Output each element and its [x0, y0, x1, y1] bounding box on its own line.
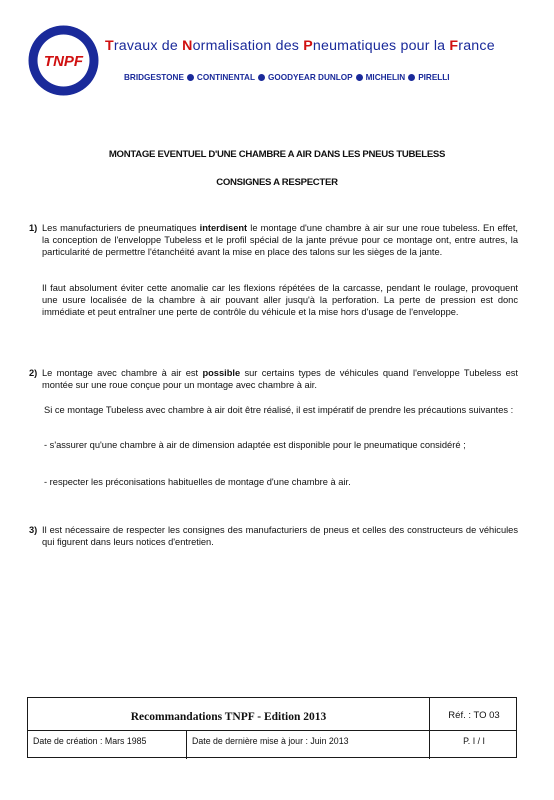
- emphasis-text: possible: [202, 368, 241, 378]
- section-3-paragraph-1: Il est nécessaire de respecter les consignes des manufacturiers de pneus et celles des constructeurs de véhicules qui figurent dans leurs notices d'entretien.: [42, 525, 518, 548]
- document-title: MONTAGE EVENTUEL D'UNE CHAMBRE A AIR DANS LES PNEUS TUBELESS: [108, 149, 446, 160]
- section-2-bullet-2: - respecter les préconisations habituelles de montage d'une chambre à air.: [44, 477, 351, 487]
- text-run: Les manufacturiers de pneumatiques: [42, 223, 200, 233]
- footer-divider: [186, 731, 187, 759]
- footer-title: Recommandations TNPF - Edition 2013: [130, 711, 327, 723]
- text-run: Le montage avec chambre à air est: [42, 368, 203, 378]
- bullet-icon: [356, 74, 363, 81]
- title-initial: T: [105, 38, 114, 54]
- section-2-paragraph-1: [42, 367, 518, 391]
- logo-text: TNPF: [43, 53, 84, 70]
- title-initial: F: [449, 38, 459, 54]
- organization-title: [105, 38, 495, 54]
- text-run: sur certains types de véhicules quand l'enveloppe Tubeless est montée sur une roue conçue pour un montage avec chambre à air.: [42, 368, 518, 391]
- footer-update-date: Date de dernière mise à jour : Juin 2013: [192, 736, 349, 746]
- text-run: le montage d'une chambre à air sur une roue tubeless. En effet, la conception de l'enveloppe Tubeless et le profil spécial de la jante prévue pour ce montage ont, entre autres, la particularité de permettre l'étanchéité avant la mise en place des talons sur les sièges de la jante.: [42, 223, 518, 258]
- title-segment: neumatiques pour la: [312, 38, 450, 54]
- emphasis-text: interdisent: [199, 223, 248, 233]
- footer-creation-date: Date de création : Mars 1985: [33, 736, 147, 746]
- section-1-paragraph-1: [42, 222, 518, 259]
- section-number: 3): [29, 525, 38, 535]
- footer-divider: [429, 698, 430, 759]
- title-initial: P: [303, 38, 313, 54]
- tnpf-logo: [27, 24, 100, 97]
- brand-name: CONTINENTAL: [196, 73, 255, 82]
- section-2-bullet-1: - s'assurer qu'une chambre à air de dimension adaptée est disponible pour le pneumatique considéré ;: [44, 440, 466, 450]
- section-number: 2): [29, 368, 38, 378]
- footer-page-number: P. I / I: [463, 736, 485, 746]
- section-number: 1): [29, 223, 38, 233]
- title-segment: ormalisation des: [192, 38, 304, 54]
- title-segment: ravaux de: [113, 38, 183, 54]
- section-1-paragraph-2: Il faut absolument éviter cette anomalie car les flexions répétées de la carcasse, pendant le roulage, provoquent une usure localisée de la chambre à air pouvant aller jusqu'à la perforation. La perte de pression est donc immédiate et peut entraîner une perte de contrôle du véhicule et la mise hors d'usage de l'enveloppe.: [42, 283, 518, 318]
- bullet-icon: [187, 74, 194, 81]
- member-brands: [124, 73, 450, 82]
- brand-name: MICHELIN: [365, 73, 406, 82]
- brand-name: GOODYEAR DUNLOP: [267, 73, 353, 82]
- bullet-icon: [258, 74, 265, 81]
- title-initial: N: [182, 38, 193, 54]
- brand-name: BRIDGESTONE: [124, 73, 184, 82]
- brand-name: PIRELLI: [418, 73, 450, 82]
- document-subtitle: CONSIGNES A RESPECTER: [216, 177, 338, 188]
- bullet-icon: [408, 74, 415, 81]
- document-footer: [27, 697, 517, 758]
- footer-reference: Réf. : TO 03: [448, 710, 500, 721]
- section-2-paragraph-2: Si ce montage Tubeless avec chambre à air doit être réalisé, il est impératif de prendre les précautions suivantes :: [44, 405, 514, 415]
- title-segment: rance: [458, 38, 495, 54]
